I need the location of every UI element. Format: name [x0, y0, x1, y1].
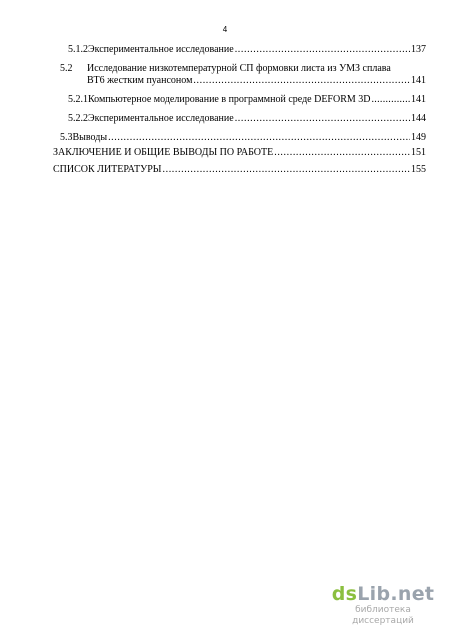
toc-entry	[68, 94, 426, 106]
logo-part-ds: ds	[331, 583, 358, 605]
toc-entry	[60, 63, 426, 87]
toc-entry-page: 137	[411, 44, 426, 55]
toc-entry-title: Выводы	[72, 132, 108, 143]
toc-entry-title: Компьютерное моделирование в программной среде DEFORM 3D	[88, 94, 371, 105]
toc-entry-title: СПИСОК ЛИТЕРАТУРЫ	[53, 164, 162, 175]
toc-entry-number: 5.1.2	[68, 44, 88, 55]
toc-entry-page: 144	[411, 113, 426, 124]
toc-entry-page: 151	[411, 147, 426, 158]
toc-dot-leader	[372, 94, 411, 106]
toc-entry-title: Экспериментальное исследование	[88, 113, 234, 124]
toc-dot-leader	[108, 132, 410, 144]
toc-dot-leader	[163, 164, 411, 176]
toc-entry-title: Экспериментальное исследование	[88, 44, 234, 55]
toc-dot-leader	[193, 75, 410, 87]
toc-entry-title-continued: ВТ6 жестким пуансоном	[87, 75, 193, 86]
toc-entry	[53, 147, 426, 159]
toc-dot-leader	[235, 113, 410, 125]
dslib-logo	[328, 584, 438, 604]
toc-entry-title: ЗАКЛЮЧЕНИЕ И ОБЩИЕ ВЫВОДЫ ПО РАБОТЕ	[53, 147, 274, 158]
toc-entry-title: Исследование низкотемпературной СП формовки листа из УМЗ сплава	[87, 63, 391, 74]
toc-entry-page: 141	[411, 94, 426, 105]
toc-entry-number: 5.2	[60, 63, 73, 74]
toc-entry-page: 149	[411, 132, 426, 143]
toc-entry-page: 141	[411, 75, 426, 86]
toc-dot-leader	[274, 147, 410, 159]
logo-part-lib: Lib	[357, 583, 391, 605]
dslib-tagline: библиотека диссертаций	[352, 605, 414, 626]
toc-entry-number: 5.3	[60, 132, 73, 143]
toc-entry	[60, 132, 426, 144]
toc-entry-number: 5.2.2	[68, 113, 88, 124]
toc-entry	[68, 113, 426, 125]
logo-part-net: .net	[390, 583, 435, 605]
toc-dot-leader	[235, 44, 410, 56]
dslib-watermark	[328, 584, 438, 627]
toc-entry-number: 5.2.1	[68, 94, 88, 105]
toc-entry-page: 155	[411, 164, 426, 175]
toc-entry	[68, 44, 426, 56]
toc-entry	[53, 164, 426, 176]
page-number: 4	[222, 25, 228, 34]
